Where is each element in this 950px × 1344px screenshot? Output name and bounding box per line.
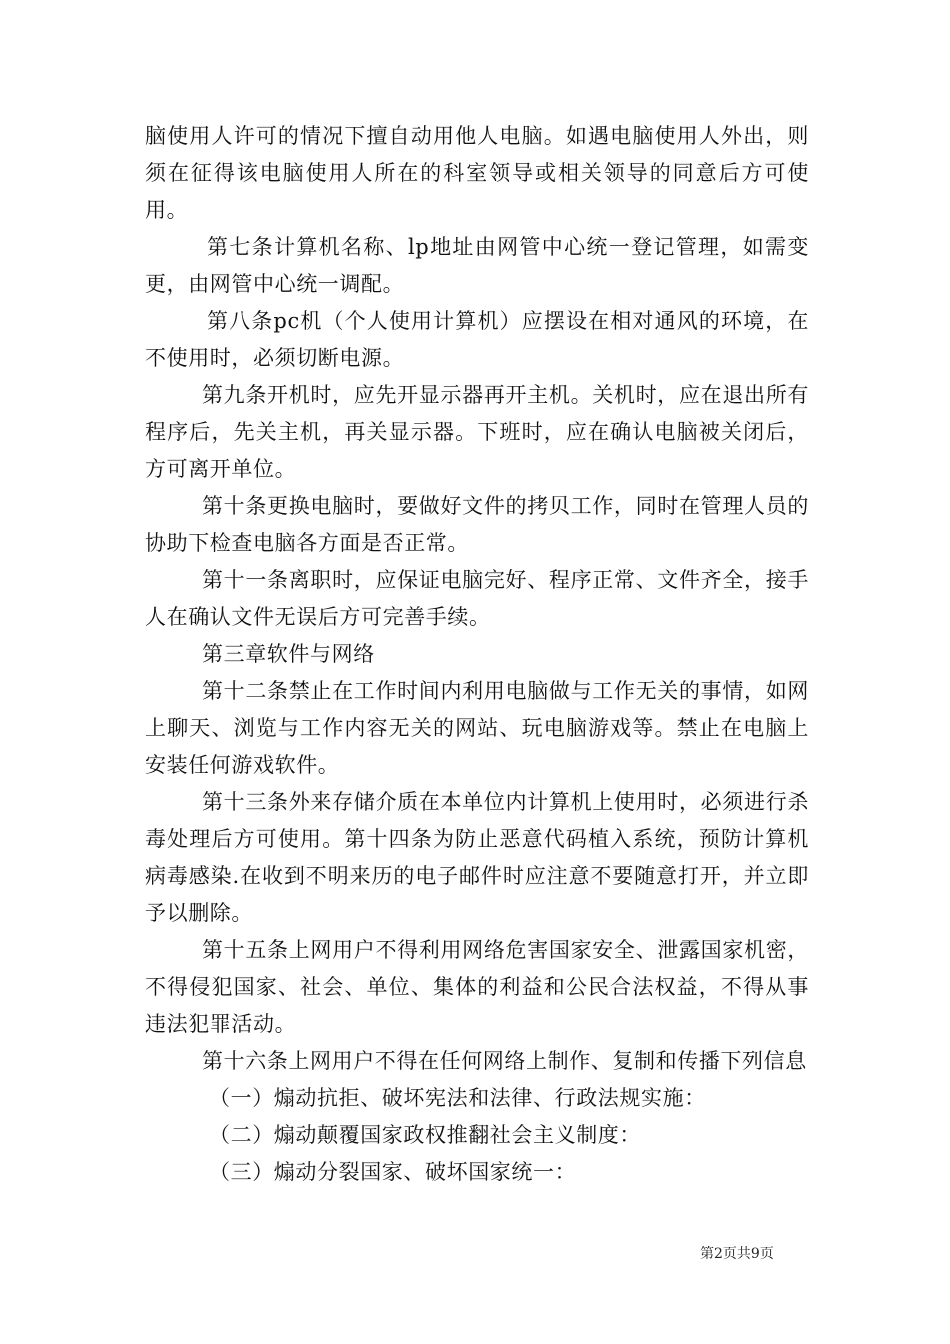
article-12: 第十二条禁止在工作时间内利用电脑做与工作无关的事情，如网上聊天、浏览与工作内容无关的网站、玩电脑游戏等。禁止在电脑上安装任何游戏软件。 bbox=[145, 679, 809, 777]
article-16: 第十六条上网用户不得在任何网络上制作、复制和传播下列信息 bbox=[202, 1049, 807, 1073]
article-11: 第十一条离职时，应保证电脑完好、程序正常、文件齐全，接手人在确认文件无误后方可完善手续。 bbox=[145, 568, 809, 629]
list-item-1: （一）煽动抗拒、破坏宪法和法律、行政法规实施： bbox=[209, 1086, 706, 1110]
chapter-3-heading: 第三章软件与网络 bbox=[202, 642, 375, 666]
document-body bbox=[145, 118, 809, 1191]
article-10: 第十条更换电脑时，要做好文件的拷贝工作，同时在管理人员的协助下检查电脑各方面是否正常。 bbox=[145, 494, 809, 555]
article-8: 第八条pc机（个人使用计算机）应摆设在相对通风的环境，在不使用时，必须切断电源。 bbox=[145, 309, 809, 370]
list-item-2: （二）煽动颠覆国家政权推翻社会主义制度： bbox=[209, 1123, 641, 1147]
article-15: 第十五条上网用户不得利用网络危害国家安全、泄露国家机密，不得侵犯国家、社会、单位、集体的利益和公民合法权益，不得从事违法犯罪活动。 bbox=[145, 938, 809, 1036]
paragraph-continuation: 脑使用人许可的情况下擅自动用他人电脑。如遇电脑使用人外出，则须在征得该电脑使用人所在的科室领导或相关领导的同意后方可使用。 bbox=[145, 124, 809, 222]
list-item-3: （三）煽动分裂国家、破坏国家统一： bbox=[209, 1160, 577, 1184]
article-13-14: 第十三条外来存储介质在本单位内计算机上使用时，必须进行杀毒处理后方可使用。第十四条为防止恶意代码植入系统，预防计算机病毒感染.在收到不明来历的电子邮件时应注意不要随意打开，并立即予以删除。 bbox=[145, 790, 809, 925]
article-9: 第九条开机时，应先开显示器再开主机。关机时，应在退出所有程序后，先关主机，再关显示器。下班时，应在确认电脑被关闭后，方可离开单位。 bbox=[145, 383, 809, 481]
page-number-footer: 第2页共9页 bbox=[700, 1246, 774, 1262]
article-7: 第七条计算机名称、lp地址由网管中心统一登记管理，如需变更，由网管中心统一调配。 bbox=[145, 235, 809, 296]
